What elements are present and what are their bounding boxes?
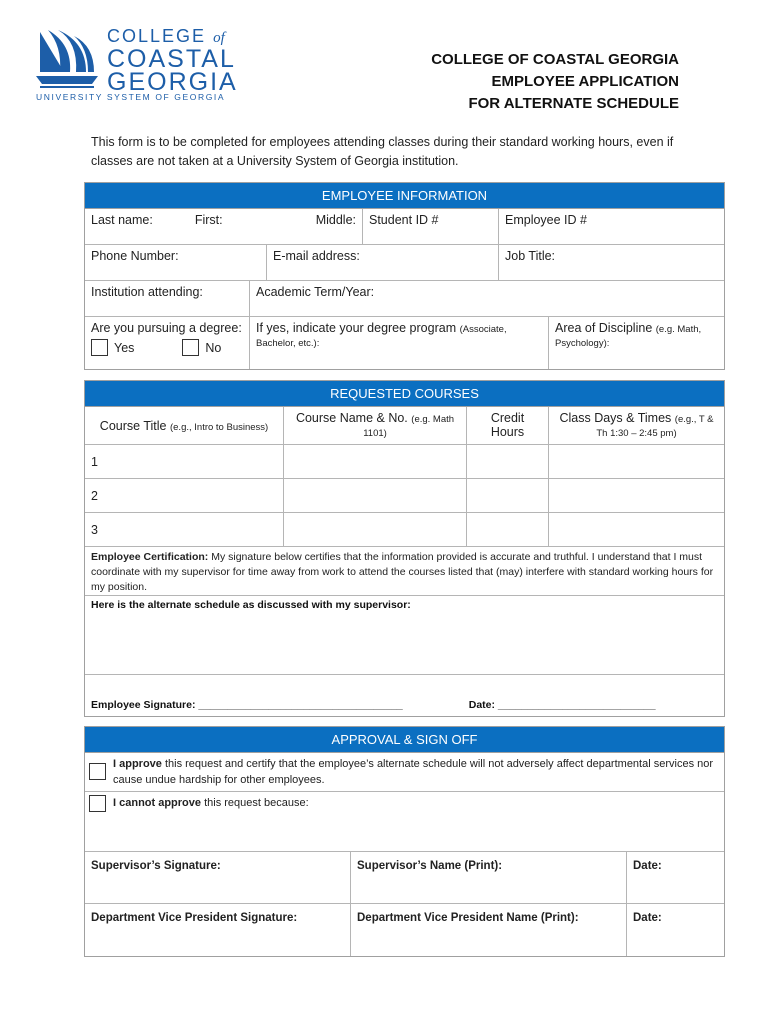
term-field[interactable]	[250, 281, 724, 316]
degree-program-hint: (Associate, Bachelor, etc.):	[256, 324, 507, 349]
credit-hours-cell[interactable]	[467, 445, 549, 478]
last-name-label: Last name:	[91, 213, 153, 227]
contact-row	[85, 245, 724, 281]
employee-signature-field[interactable]: Employee Signature: ___________________________________	[91, 699, 403, 711]
approval-section	[84, 726, 725, 957]
job-title-field[interactable]	[499, 245, 724, 280]
class-days-header	[549, 407, 724, 444]
course-name-cell[interactable]	[284, 513, 467, 546]
institution-field[interactable]	[85, 281, 250, 316]
name-field[interactable]	[85, 209, 363, 244]
class-days-cell[interactable]	[549, 445, 724, 478]
certification-body: My signature below certifies that the information provided is accurate and truthful. I understand that I must coordinate with my supervisor for time away from work to attend the courses listed that (may) interfere with standard working hours for my position.	[91, 551, 714, 593]
discipline-field[interactable]	[549, 317, 724, 369]
no-label: No	[205, 340, 222, 355]
job-title-label: Job Title:	[505, 249, 556, 263]
cannot-approve-text: this request because:	[204, 797, 309, 809]
course-title-header-hint: (e.g., Intro to Business)	[169, 422, 269, 433]
degree-program-label: If yes, indicate your degree program	[256, 321, 457, 335]
discipline-label: Area of Discipline	[555, 321, 653, 335]
employee-signature-row	[85, 675, 724, 716]
email-field[interactable]	[267, 245, 499, 280]
supervisor-name-field[interactable]: Supervisor’s Name (Print):	[351, 852, 627, 903]
vp-signature-field[interactable]: Department Vice President Signature:	[85, 904, 351, 956]
supervisor-signature-field[interactable]: Supervisor’s Signature:	[85, 852, 351, 903]
degree-question-label: Are you pursuing a degree:	[91, 321, 242, 335]
title-line-1: COLLEGE OF COASTAL GEORGIA	[431, 51, 679, 68]
phone-label: Phone Number:	[91, 249, 179, 263]
class-days-cell[interactable]	[549, 479, 724, 512]
course-row	[85, 479, 724, 513]
vp-date-field[interactable]: Date:	[633, 912, 662, 924]
approve-checkbox[interactable]	[89, 763, 106, 780]
institution-row	[85, 281, 724, 317]
middle-name-label: Middle:	[315, 213, 356, 227]
employee-date-field[interactable]: Date: ___________________________	[468, 699, 656, 711]
course-name-header-hint: (e.g. Math 1101)	[363, 414, 455, 439]
name-row	[85, 209, 724, 245]
certification-row	[85, 547, 724, 596]
course-name-header-label: Course Name & No.	[295, 411, 408, 425]
vp-name-field[interactable]: Department Vice President Name (Print):	[351, 904, 627, 956]
approve-row	[85, 753, 724, 792]
student-id-field[interactable]	[363, 209, 499, 244]
employee-certification-text	[85, 547, 724, 595]
cannot-approve-option[interactable]	[85, 792, 315, 851]
cannot-approve-checkbox[interactable]	[89, 795, 106, 812]
cannot-approve-bold-label: I cannot approve	[113, 797, 202, 809]
yes-checkbox[interactable]	[91, 339, 108, 356]
course-title-cell[interactable]: 2	[85, 479, 284, 512]
certification-label: Employee Certification:	[91, 551, 209, 563]
title-line-2: EMPLOYEE APPLICATION	[491, 73, 679, 90]
class-days-header-hint: (e.g., T & Th 1:30 – 2:45 pm)	[596, 414, 714, 439]
logo-college-text: COLLEGE of	[107, 26, 225, 46]
course-row	[85, 513, 724, 547]
intro-text: This form is to be completed for employees attending classes during their standard working hours, even if classes are not taken at a University System of Georgia institution.	[91, 135, 674, 168]
alternate-schedule-field[interactable]	[85, 596, 724, 674]
credit-hours-cell[interactable]	[467, 513, 549, 546]
supervisor-row	[85, 852, 724, 904]
employee-id-field[interactable]	[499, 209, 724, 244]
employee-information-section	[84, 182, 725, 370]
course-name-header	[284, 407, 467, 444]
college-logo	[36, 26, 236, 106]
approve-bold-label: I approve	[113, 758, 162, 770]
title-line-3: FOR ALTERNATE SCHEDULE	[468, 95, 679, 112]
first-name-label: First:	[194, 213, 223, 227]
vice-president-row	[85, 904, 724, 956]
cannot-approve-row	[85, 792, 724, 852]
course-title-cell[interactable]: 1	[85, 445, 284, 478]
approval-heading: APPROVAL & SIGN OFF	[85, 727, 724, 753]
course-title-header	[85, 407, 284, 444]
alternate-schedule-row	[85, 596, 724, 675]
approve-option	[85, 753, 724, 791]
class-days-cell[interactable]	[549, 513, 724, 546]
logo-georgia-text: GEORGIA	[107, 68, 238, 96]
degree-question	[85, 317, 250, 369]
student-id-label: Student ID #	[369, 213, 439, 227]
supervisor-date-field[interactable]: Date:	[633, 860, 662, 872]
degree-program-field[interactable]	[250, 317, 549, 369]
logo-system-text: UNIVERSITY SYSTEM OF GEORGIA	[36, 92, 226, 102]
term-label: Academic Term/Year:	[256, 285, 375, 299]
yes-label: Yes	[114, 340, 135, 355]
course-name-cell[interactable]	[284, 445, 467, 478]
course-name-cell[interactable]	[284, 479, 467, 512]
credit-hours-cell[interactable]	[467, 479, 549, 512]
form-title	[431, 49, 679, 115]
institution-label: Institution attending:	[91, 285, 203, 299]
alternate-schedule-label: Here is the alternate schedule as discussed with my supervisor:	[91, 599, 411, 611]
approve-text: this request and certify that the employee’s alternate schedule will not adversely affect departmental services nor cause undue hardship for other employees.	[113, 758, 714, 786]
course-row	[85, 445, 724, 479]
discipline-hint: (e.g. Math, Psychology):	[555, 324, 702, 349]
no-checkbox[interactable]	[182, 339, 199, 356]
requested-courses-section	[84, 380, 725, 717]
class-days-header-label: Class Days & Times	[559, 411, 672, 425]
course-title-cell[interactable]: 3	[85, 513, 284, 546]
email-label: E-mail address:	[273, 249, 360, 263]
course-title-header-label: Course Title	[99, 419, 167, 433]
requested-courses-heading: REQUESTED COURSES	[85, 381, 724, 407]
sailboat-logo-icon	[36, 28, 98, 90]
degree-row	[85, 317, 724, 369]
employee-id-label: Employee ID #	[505, 213, 587, 227]
logo-coastal-text: COASTAL	[107, 45, 236, 73]
courses-header-row	[85, 407, 724, 445]
employee-information-heading: EMPLOYEE INFORMATION	[85, 183, 724, 209]
credit-hours-header: Credit Hours	[467, 407, 549, 444]
phone-field[interactable]	[85, 245, 267, 280]
